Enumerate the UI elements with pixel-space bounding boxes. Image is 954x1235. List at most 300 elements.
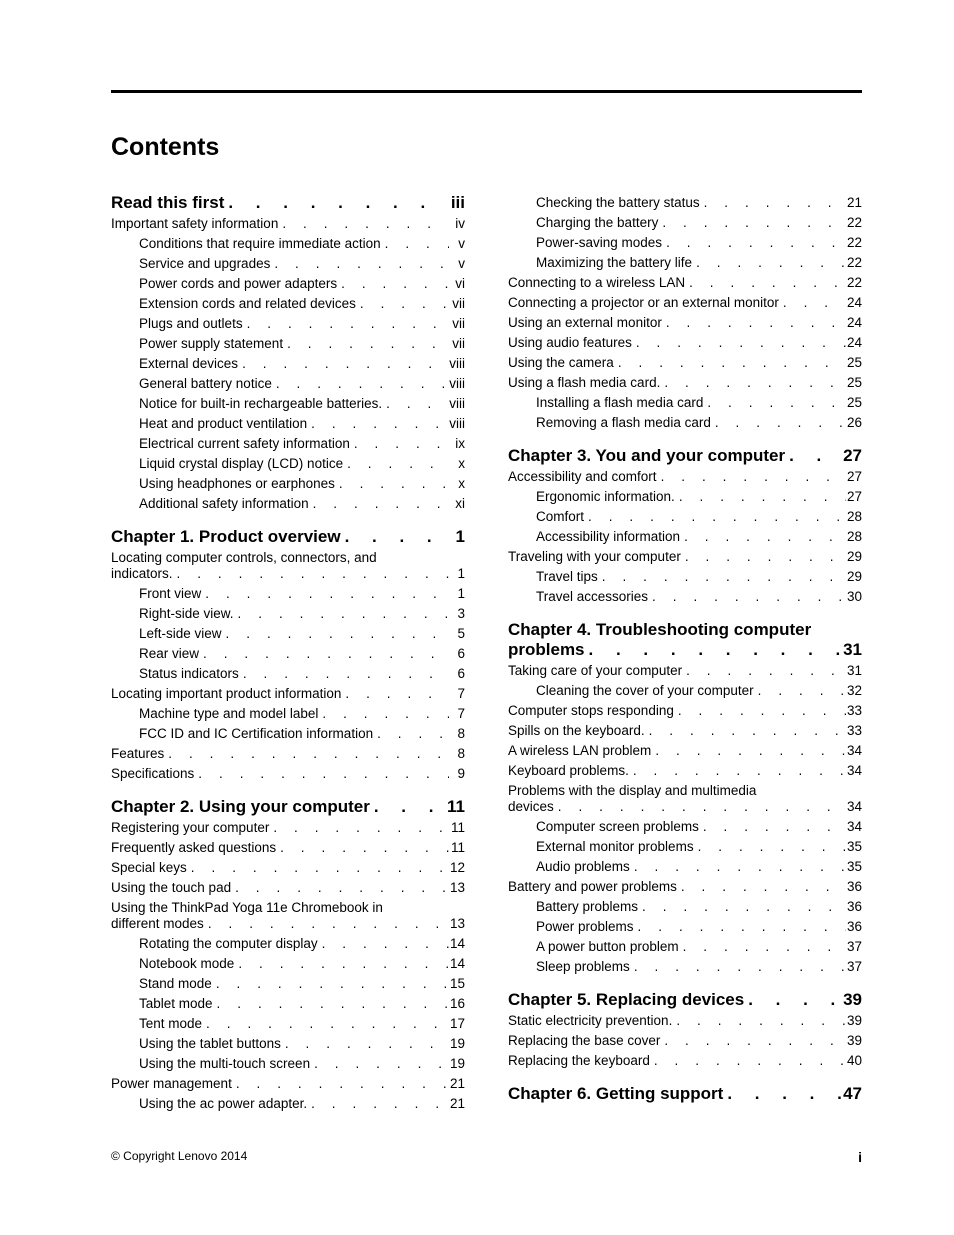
toc-entry-title: Additional safety information bbox=[139, 496, 309, 511]
toc-entry-sleep-problems[interactable] bbox=[508, 957, 862, 977]
toc-entry-problems-with-the-display-and-multimedia-devices[interactable] bbox=[508, 781, 862, 817]
toc-entry-title: Left-side view bbox=[139, 626, 222, 641]
toc-page-number: vii bbox=[452, 296, 465, 311]
dot-leader bbox=[630, 957, 846, 977]
toc-page-number: 21 bbox=[449, 1096, 465, 1111]
toc-entry-removing-a-flash-media-card[interactable] bbox=[508, 413, 862, 433]
dot-leader bbox=[648, 587, 846, 607]
toc-entry-general-battery-notice[interactable] bbox=[111, 374, 465, 394]
toc-page-number: 39 bbox=[846, 1013, 862, 1028]
toc-entry-title: Power-saving modes bbox=[536, 235, 663, 250]
toc-entry-title: Using an external monitor bbox=[508, 315, 662, 330]
toc-page-number: 22 bbox=[846, 215, 862, 230]
toc-page-number: 29 bbox=[846, 549, 862, 564]
toc-entry-extension-cords-and-related-devices[interactable] bbox=[111, 294, 465, 314]
toc-entry-title: FCC ID and IC Certification information bbox=[139, 726, 374, 741]
toc-entry-battery-problems[interactable] bbox=[508, 897, 862, 917]
toc-entry-title: different modes bbox=[111, 916, 204, 931]
toc-page-number: 27 bbox=[846, 469, 862, 484]
dot-leader bbox=[677, 877, 846, 897]
dot-leader bbox=[658, 213, 846, 233]
toc-entry-notice-for-built-in-rechargeable-batteries[interactable] bbox=[111, 394, 465, 414]
dot-leader bbox=[660, 373, 846, 393]
toc-entry-title: Notice for built-in rechargeable batteries. bbox=[139, 396, 383, 411]
dot-leader bbox=[202, 1014, 449, 1034]
toc-entry-title: Cleaning the cover of your computer bbox=[536, 683, 754, 698]
toc-entry-conditions-that-require-immediate-action[interactable] bbox=[111, 234, 465, 254]
toc-entry-using-the-thinkpad-yoga-11e-chromebook-in-differ[interactable] bbox=[111, 898, 465, 934]
toc-entry-title: Stand mode bbox=[139, 976, 212, 991]
toc-entry-using-audio-features[interactable] bbox=[508, 333, 862, 353]
toc-page-number: 31 bbox=[846, 663, 862, 678]
dot-leader bbox=[343, 454, 449, 474]
toc-entry-power-cords-and-power-adapters[interactable] bbox=[111, 274, 465, 294]
toc-entry-status-indicators[interactable] bbox=[111, 664, 465, 684]
toc-right-column bbox=[508, 193, 862, 1105]
toc-entry-charging-the-battery[interactable] bbox=[508, 213, 862, 233]
dot-leader bbox=[222, 624, 449, 644]
dot-leader bbox=[754, 681, 846, 701]
toc-entry-rear-view[interactable] bbox=[111, 644, 465, 664]
toc-entry-title: Battery problems bbox=[536, 899, 639, 914]
dot-leader bbox=[381, 234, 449, 254]
toc-entry-title: Read this first bbox=[111, 193, 225, 212]
toc-page-number: iv bbox=[455, 216, 465, 231]
toc-entry-connecting-to-a-wireless-lan[interactable] bbox=[508, 273, 862, 293]
toc-page-number: 33 bbox=[846, 703, 862, 718]
toc-entry-title: Plugs and outlets bbox=[139, 316, 243, 331]
dot-leader bbox=[680, 527, 846, 547]
toc-entry-title: External devices bbox=[139, 356, 239, 371]
dot-leader bbox=[310, 1054, 449, 1074]
dot-leader bbox=[700, 193, 846, 213]
toc-entry-title: Front view bbox=[139, 586, 202, 601]
toc-entry-title-line: Chapter 4. Troubleshooting computer bbox=[508, 620, 812, 639]
dot-leader bbox=[370, 797, 447, 817]
dot-leader bbox=[554, 799, 846, 815]
toc-entry-static-electricity-prevention[interactable] bbox=[508, 1011, 862, 1031]
toc-entry-title: Frequently asked questions bbox=[111, 840, 277, 855]
toc-entry-specifications[interactable] bbox=[111, 764, 465, 784]
toc-page-number: 17 bbox=[449, 1016, 465, 1031]
toc-entry-battery-and-power-problems[interactable] bbox=[508, 877, 862, 897]
toc-entry-title: Status indicators bbox=[139, 666, 239, 681]
dot-leader bbox=[164, 744, 449, 764]
dot-leader bbox=[187, 858, 449, 878]
toc-entry-replacing-the-base-cover[interactable] bbox=[508, 1031, 862, 1051]
toc-entry-checking-the-battery-status[interactable] bbox=[508, 193, 862, 213]
toc-entry-title: Rear view bbox=[139, 646, 200, 661]
toc-page-number: 7 bbox=[457, 706, 465, 721]
toc-page-number: 25 bbox=[846, 375, 862, 390]
toc-entry-important-safety-information[interactable] bbox=[111, 214, 465, 234]
toc-entry-computer-stops-responding[interactable] bbox=[508, 701, 862, 721]
toc-page-number: 37 bbox=[846, 939, 862, 954]
toc-chapter-chapter-4-troubleshooting-computer-problems[interactable] bbox=[508, 620, 862, 660]
toc-entry-external-monitor-problems[interactable] bbox=[508, 837, 862, 857]
toc-entry-frequently-asked-questions[interactable] bbox=[111, 838, 465, 858]
dot-leader bbox=[212, 974, 449, 994]
toc-entry-title: Ergonomic information. bbox=[536, 489, 675, 504]
toc-entry-fcc-id-and-ic-certification-information[interactable] bbox=[111, 724, 465, 744]
toc-entry-title: Using audio features bbox=[508, 335, 632, 350]
toc-entry-heat-and-product-ventilation[interactable] bbox=[111, 414, 465, 434]
toc-page-number: 34 bbox=[846, 743, 862, 758]
toc-entry-audio-problems[interactable] bbox=[508, 857, 862, 877]
toc-page-number: 28 bbox=[846, 529, 862, 544]
toc-entry-title: Battery and power problems bbox=[508, 879, 677, 894]
toc-entry-title: Removing a flash media card bbox=[536, 415, 711, 430]
toc-chapter-chapter-3-you-and-your-computer[interactable] bbox=[508, 446, 862, 466]
toc-entry-title: Chapter 6. Getting support bbox=[508, 1084, 724, 1103]
toc-entry-comfort[interactable] bbox=[508, 507, 862, 527]
toc-entry-title: Taking care of your computer bbox=[508, 663, 683, 678]
toc-page-number: v bbox=[458, 256, 465, 271]
toc-page-number: x bbox=[458, 476, 465, 491]
toc-entry-accessibility-information[interactable] bbox=[508, 527, 862, 547]
toc-entry-electrical-current-safety-information[interactable] bbox=[111, 434, 465, 454]
dot-leader bbox=[224, 193, 449, 213]
toc-page-number: 15 bbox=[449, 976, 465, 991]
toc-entry-title: Audio problems bbox=[536, 859, 630, 874]
toc-page-number: 21 bbox=[846, 195, 862, 210]
toc-page-number: 39 bbox=[843, 990, 862, 1009]
toc-entry-title: Charging the battery bbox=[536, 215, 659, 230]
dot-leader bbox=[692, 253, 846, 273]
dot-leader bbox=[204, 916, 449, 932]
toc-page-number: 33 bbox=[846, 723, 862, 738]
toc-page-number: 13 bbox=[449, 916, 465, 931]
dot-leader bbox=[239, 664, 449, 684]
dot-leader bbox=[634, 917, 846, 937]
toc-entry-traveling-with-your-computer[interactable] bbox=[508, 547, 862, 567]
dot-leader bbox=[672, 1011, 846, 1031]
toc-entry-additional-safety-information[interactable] bbox=[111, 494, 465, 514]
toc-entry-travel-tips[interactable] bbox=[508, 567, 862, 587]
toc-entry-replacing-the-keyboard[interactable] bbox=[508, 1051, 862, 1071]
toc-entry-power-problems[interactable] bbox=[508, 917, 862, 937]
toc-entry-title: Chapter 1. Product overview bbox=[111, 527, 341, 546]
toc-entry-a-power-button-problem[interactable] bbox=[508, 937, 862, 957]
toc-page-number: 1 bbox=[455, 527, 465, 546]
toc-page-number: 9 bbox=[457, 766, 465, 781]
dot-leader bbox=[337, 274, 449, 294]
toc-page-number: 19 bbox=[449, 1036, 465, 1051]
toc-entry-title: Chapter 2. Using your computer bbox=[111, 797, 370, 816]
toc-chapter-read-this-first[interactable] bbox=[111, 193, 465, 213]
dot-leader bbox=[231, 878, 449, 898]
dot-leader bbox=[598, 567, 846, 587]
toc-page-number: 19 bbox=[449, 1056, 465, 1071]
toc-entry-title: Replacing the keyboard bbox=[508, 1053, 650, 1068]
toc-page-number: 8 bbox=[457, 746, 465, 761]
dot-leader bbox=[711, 413, 846, 433]
toc-entry-title: Using headphones or earphones bbox=[139, 476, 335, 491]
toc-page-number: viii bbox=[449, 376, 465, 391]
toc-page-number: 36 bbox=[846, 879, 862, 894]
toc-entry-title: Features bbox=[111, 746, 165, 761]
toc-entry-special-keys[interactable] bbox=[111, 858, 465, 878]
dot-leader bbox=[281, 1034, 449, 1054]
toc-entry-title: Using the camera bbox=[508, 355, 614, 370]
dot-leader bbox=[662, 233, 846, 253]
toc-page-number: 14 bbox=[449, 936, 465, 951]
toc-entry-title: Using a flash media card. bbox=[508, 375, 661, 390]
toc-entry-features[interactable] bbox=[111, 744, 465, 764]
toc-page-number: 16 bbox=[449, 996, 465, 1011]
toc-page-number: 22 bbox=[846, 275, 862, 290]
toc-entry-title: Rotating the computer display bbox=[139, 936, 318, 951]
toc-entry-power-saving-modes[interactable] bbox=[508, 233, 862, 253]
toc-entry-using-the-ac-power-adapter[interactable] bbox=[111, 1094, 465, 1114]
toc-page-number: 24 bbox=[846, 295, 862, 310]
dot-leader bbox=[373, 724, 449, 744]
toc-entry-title: Tablet mode bbox=[139, 996, 213, 1011]
dot-leader bbox=[657, 467, 846, 487]
toc-chapter-chapter-2-using-your-computer[interactable] bbox=[111, 797, 465, 817]
footer-page-number: i bbox=[858, 1149, 862, 1165]
toc-page-number: 8 bbox=[457, 726, 465, 741]
toc-entry-machine-type-and-model-label[interactable] bbox=[111, 704, 465, 724]
dot-leader bbox=[723, 1084, 843, 1104]
toc-entry-stand-mode[interactable] bbox=[111, 974, 465, 994]
toc-page-number: ix bbox=[455, 436, 465, 451]
dot-leader bbox=[341, 527, 449, 547]
toc-entry-title: Service and upgrades bbox=[139, 256, 271, 271]
toc-entry-external-devices[interactable] bbox=[111, 354, 465, 374]
toc-entry-travel-accessories[interactable] bbox=[508, 587, 862, 607]
toc-page-number: 22 bbox=[846, 255, 862, 270]
toc-page-number: 25 bbox=[846, 395, 862, 410]
toc-entry-title: A power button problem bbox=[536, 939, 679, 954]
toc-entry-title: Checking the battery status bbox=[536, 195, 700, 210]
toc-page-number: 34 bbox=[846, 819, 862, 834]
toc-entry-keyboard-problems[interactable] bbox=[508, 761, 862, 781]
dot-leader bbox=[651, 741, 846, 761]
dot-leader bbox=[232, 1074, 449, 1094]
toc-entry-using-the-tablet-buttons[interactable] bbox=[111, 1034, 465, 1054]
dot-leader bbox=[318, 934, 449, 954]
toc-entry-title: Electrical current safety information bbox=[139, 436, 350, 451]
toc-entry-title: Using the touch pad bbox=[111, 880, 232, 895]
dot-leader bbox=[650, 1051, 846, 1071]
dot-leader bbox=[632, 333, 846, 353]
dot-leader bbox=[585, 640, 844, 660]
toc-page-number: 7 bbox=[457, 686, 465, 701]
toc-entry-title: problems bbox=[508, 640, 585, 659]
toc-page-number: 24 bbox=[846, 315, 862, 330]
toc-page-number: viii bbox=[449, 396, 465, 411]
dot-leader bbox=[662, 313, 846, 333]
toc-page-number: 37 bbox=[846, 959, 862, 974]
toc-page-number: 29 bbox=[846, 569, 862, 584]
toc-entry-locating-important-product-information[interactable] bbox=[111, 684, 465, 704]
toc-entry-title: Installing a flash media card bbox=[536, 395, 704, 410]
toc-page-number: 13 bbox=[449, 880, 465, 895]
toc-entry-taking-care-of-your-computer[interactable] bbox=[508, 661, 862, 681]
toc-entry-title: Using the multi-touch screen bbox=[139, 1056, 311, 1071]
toc-page-number: 12 bbox=[449, 860, 465, 875]
dot-leader bbox=[744, 990, 843, 1010]
toc-page-number: 6 bbox=[457, 666, 465, 681]
dot-leader bbox=[584, 507, 846, 527]
toc-page-number: vi bbox=[455, 276, 465, 291]
dot-leader bbox=[318, 704, 449, 724]
toc-entry-title: Sleep problems bbox=[536, 959, 630, 974]
toc-entry-title: Power problems bbox=[536, 919, 634, 934]
toc-entry-right-side-view[interactable] bbox=[111, 604, 465, 624]
toc-page-number: x bbox=[458, 456, 465, 471]
toc-chapter-chapter-5-replacing-devices[interactable] bbox=[508, 990, 862, 1010]
toc-page-number: v bbox=[458, 236, 465, 251]
dot-leader bbox=[382, 394, 449, 414]
toc-entry-title: Heat and product ventilation bbox=[139, 416, 308, 431]
dot-leader bbox=[629, 761, 846, 781]
toc-entry-using-the-camera[interactable] bbox=[508, 353, 862, 373]
toc-entry-connecting-a-projector-or-an-external-monitor[interactable] bbox=[508, 293, 862, 313]
toc-page-number: xi bbox=[455, 496, 465, 511]
toc-page-number: 21 bbox=[449, 1076, 465, 1091]
dot-leader bbox=[243, 314, 449, 334]
toc-entry-title: Locating important product information bbox=[111, 686, 342, 701]
toc-entry-ergonomic-information[interactable] bbox=[508, 487, 862, 507]
toc-page-number: viii bbox=[449, 416, 465, 431]
dot-leader bbox=[699, 817, 846, 837]
toc-entry-title: Using the tablet buttons bbox=[139, 1036, 281, 1051]
toc-page-number: 11 bbox=[447, 797, 465, 816]
toc-page-number: 36 bbox=[846, 919, 862, 934]
toc-page-number: 34 bbox=[846, 763, 862, 778]
toc-chapter-chapter-1-product-overview[interactable] bbox=[111, 527, 465, 547]
toc-page-number: 11 bbox=[450, 820, 465, 835]
toc-entry-using-a-flash-media-card[interactable] bbox=[508, 373, 862, 393]
toc-entry-cleaning-the-cover-of-your-computer[interactable] bbox=[508, 681, 862, 701]
toc-entry-title: Liquid crystal display (LCD) notice bbox=[139, 456, 344, 471]
dot-leader bbox=[785, 446, 843, 466]
toc-entry-title: Power supply statement bbox=[139, 336, 284, 351]
toc-entry-using-an-external-monitor[interactable] bbox=[508, 313, 862, 333]
dot-leader bbox=[660, 1031, 846, 1051]
toc-page-number: iii bbox=[450, 193, 465, 212]
toc-page-number: 40 bbox=[846, 1053, 862, 1068]
toc-left-column bbox=[111, 193, 465, 1114]
dot-leader bbox=[307, 414, 449, 434]
dot-leader bbox=[350, 434, 449, 454]
toc-entry-a-wireless-lan-problem[interactable] bbox=[508, 741, 862, 761]
dot-leader bbox=[278, 214, 449, 234]
toc-entry-plugs-and-outlets[interactable] bbox=[111, 314, 465, 334]
toc-entry-installing-a-flash-media-card[interactable] bbox=[508, 393, 862, 413]
toc-entry-power-management[interactable] bbox=[111, 1074, 465, 1094]
toc-entry-title-line: Problems with the display and multimedia bbox=[508, 783, 757, 798]
footer-copyright: © Copyright Lenovo 2014 bbox=[111, 1149, 248, 1163]
toc-page-number: 30 bbox=[846, 589, 862, 604]
toc-page-number: 36 bbox=[846, 899, 862, 914]
toc-entry-title: Special keys bbox=[111, 860, 187, 875]
toc-entry-maximizing-the-battery-life[interactable] bbox=[508, 253, 862, 273]
toc-entry-left-side-view[interactable] bbox=[111, 624, 465, 644]
toc-entry-spills-on-the-keyboard[interactable] bbox=[508, 721, 862, 741]
toc-page-number: 1 bbox=[457, 586, 465, 601]
toc-page-number: 3 bbox=[457, 606, 465, 621]
toc-page-number: viii bbox=[449, 356, 465, 371]
toc-entry-service-and-upgrades[interactable] bbox=[111, 254, 465, 274]
toc-page-number: 6 bbox=[457, 646, 465, 661]
toc-page-number: 27 bbox=[843, 446, 862, 465]
toc-page-number: 1 bbox=[457, 566, 465, 581]
toc-entry-liquid-crystal-display-lcd-notice[interactable] bbox=[111, 454, 465, 474]
dot-leader bbox=[276, 838, 449, 858]
toc-entry-using-the-touch-pad[interactable] bbox=[111, 878, 465, 898]
toc-page-number: 14 bbox=[449, 956, 465, 971]
toc-entry-front-view[interactable] bbox=[111, 584, 465, 604]
dot-leader bbox=[341, 684, 449, 704]
toc-entry-tablet-mode[interactable] bbox=[111, 994, 465, 1014]
toc-entry-title: Machine type and model label bbox=[139, 706, 319, 721]
dot-leader bbox=[269, 818, 449, 838]
dot-leader bbox=[694, 837, 846, 857]
toc-page-number: 22 bbox=[846, 235, 862, 250]
toc-chapter-chapter-6-getting-support[interactable] bbox=[508, 1084, 862, 1104]
dot-leader bbox=[779, 293, 846, 313]
toc-entry-tent-mode[interactable] bbox=[111, 1014, 465, 1034]
toc-entry-computer-screen-problems[interactable] bbox=[508, 817, 862, 837]
toc-entry-title: Travel tips bbox=[536, 569, 598, 584]
toc-entry-title: Connecting to a wireless LAN bbox=[508, 275, 686, 290]
dot-leader bbox=[679, 937, 846, 957]
toc-page-number: 34 bbox=[846, 799, 862, 814]
toc-entry-using-headphones-or-earphones[interactable] bbox=[111, 474, 465, 494]
toc-entry-title: Tent mode bbox=[139, 1016, 203, 1031]
toc-entry-locating-computer-controls-connectors-and-indica[interactable] bbox=[111, 548, 465, 584]
toc-entry-title: Spills on the keyboard. bbox=[508, 723, 645, 738]
toc-entry-title: Specifications bbox=[111, 766, 195, 781]
toc-entry-title: Accessibility and comfort bbox=[508, 469, 657, 484]
dot-leader bbox=[238, 354, 449, 374]
toc-entry-title: Power cords and power adapters bbox=[139, 276, 338, 291]
toc-page-number: 27 bbox=[846, 489, 862, 504]
toc-entry-title: Right-side view. bbox=[139, 606, 234, 621]
toc-entry-title: Power management bbox=[111, 1076, 232, 1091]
toc-entry-using-the-multi-touch-screen[interactable] bbox=[111, 1054, 465, 1074]
toc-entry-title: Maximizing the battery life bbox=[536, 255, 693, 270]
dot-leader bbox=[630, 857, 846, 877]
toc-page-number: 35 bbox=[846, 839, 862, 854]
toc-entry-rotating-the-computer-display[interactable] bbox=[111, 934, 465, 954]
toc-entry-title: indicators. bbox=[111, 566, 173, 581]
toc-entry-notebook-mode[interactable] bbox=[111, 954, 465, 974]
toc-entry-accessibility-and-comfort[interactable] bbox=[508, 467, 862, 487]
dot-leader bbox=[356, 294, 449, 314]
dot-leader bbox=[234, 954, 449, 974]
toc-entry-title: Notebook mode bbox=[139, 956, 235, 971]
toc-entry-title: Using the ac power adapter. bbox=[139, 1096, 308, 1111]
toc-entry-title: Comfort bbox=[536, 509, 585, 524]
toc-entry-title: Conditions that require immediate action bbox=[139, 236, 381, 251]
toc-entry-title: Computer screen problems bbox=[536, 819, 699, 834]
toc-entry-title: Keyboard problems. bbox=[508, 763, 629, 778]
dot-leader bbox=[309, 494, 449, 514]
toc-entry-title: Registering your computer bbox=[111, 820, 270, 835]
toc-entry-registering-your-computer[interactable] bbox=[111, 818, 465, 838]
toc-entry-power-supply-statement[interactable] bbox=[111, 334, 465, 354]
toc-entry-title: Extension cords and related devices bbox=[139, 296, 356, 311]
toc-page-number: 25 bbox=[846, 355, 862, 370]
dot-leader bbox=[674, 701, 846, 721]
toc-entry-title: Traveling with your computer bbox=[508, 549, 681, 564]
toc-entry-title: Chapter 3. You and your computer bbox=[508, 446, 786, 465]
dot-leader bbox=[194, 764, 449, 784]
